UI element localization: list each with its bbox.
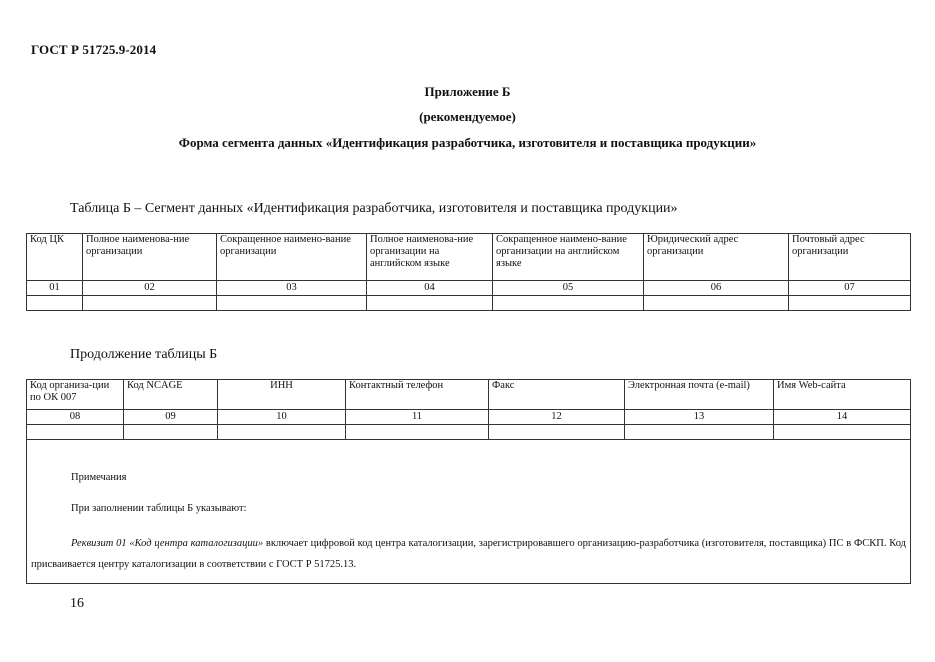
table1 bbox=[26, 233, 911, 311]
table1-header-cell: Полное наименова-ние организации на английском языке bbox=[367, 234, 493, 281]
table1-number-cell: 03 bbox=[217, 281, 367, 296]
table2-header-cell: Контактный телефон bbox=[346, 380, 489, 410]
notes-item bbox=[31, 533, 906, 575]
table2-number-cell: 13 bbox=[625, 410, 774, 425]
notes-cell bbox=[27, 440, 911, 584]
table1-number-cell: 06 bbox=[644, 281, 789, 296]
table1-header-cell: Юридический адрес организации bbox=[644, 234, 789, 281]
table1-header-cell: Почтовый адрес организации bbox=[789, 234, 911, 281]
table1-header-cell: Сокращенное наимено-вание организации bbox=[217, 234, 367, 281]
table2-header-cell: Факс bbox=[489, 380, 625, 410]
table1-caption: Таблица Б – Сегмент данных «Идентификация разработчика, изготовителя и поставщика продукции» bbox=[70, 201, 678, 216]
table2-empty-row bbox=[27, 425, 911, 440]
notes-item-label: Реквизит 01 «Код центра каталогизации» bbox=[71, 538, 264, 549]
appendix-title: Приложение Б bbox=[424, 84, 511, 99]
standard-code: ГОСТ Р 51725.9-2014 bbox=[31, 42, 157, 57]
table2-number-row bbox=[27, 410, 911, 425]
table2-number-cell: 14 bbox=[774, 410, 911, 425]
appendix-heading: Форма сегмента данных «Идентификация разработчика, изготовителя и поставщика продукции» bbox=[178, 135, 757, 150]
table2-header-cell: Код организа-ции по ОК 007 bbox=[27, 380, 124, 410]
table1-empty-row bbox=[27, 296, 911, 311]
table2-header-cell: Имя Web-сайта bbox=[774, 380, 911, 410]
table2-header-row bbox=[27, 380, 911, 410]
table2-number-cell: 08 bbox=[27, 410, 124, 425]
table2-caption: Продолжение таблицы Б bbox=[70, 347, 218, 362]
table2-number-cell: 12 bbox=[489, 410, 625, 425]
table1-header-row bbox=[27, 234, 911, 281]
table1-number-cell: 02 bbox=[83, 281, 217, 296]
table1-number-cell: 05 bbox=[493, 281, 644, 296]
table2-number-cell: 09 bbox=[124, 410, 218, 425]
table1-number-cell: 07 bbox=[789, 281, 911, 296]
appendix-status: (рекомендуемое) bbox=[419, 109, 516, 124]
table2-number-cell: 10 bbox=[218, 410, 346, 425]
notes-title: Примечания bbox=[71, 472, 127, 483]
page-number: 16 bbox=[70, 596, 84, 611]
table1-number-cell: 01 bbox=[27, 281, 83, 296]
table1-number-cell: 04 bbox=[367, 281, 493, 296]
table2-number-cell: 11 bbox=[346, 410, 489, 425]
table1-header-cell: Сокращенное наимено-вание организации на английском языке bbox=[493, 234, 644, 281]
table1-header-cell: Код ЦК bbox=[27, 234, 83, 281]
table2-header-cell: Код NCAGE bbox=[124, 380, 218, 410]
table2-header-cell: Электронная почта (e-mail) bbox=[625, 380, 774, 410]
table1-number-row bbox=[27, 281, 911, 296]
table2-header-cell: ИНН bbox=[218, 380, 346, 410]
notes-row bbox=[27, 440, 911, 584]
table1-header-cell: Полное наименова-ние организации bbox=[83, 234, 217, 281]
notes-item-text: включает цифровой код центра каталогизации, зарегистрировавшего организацию-разработчика (изготовителя, поставщика) ПС в ФСКП. Код присваивается центру каталогизации в соответствии с ГОСТ Р 51725.13. bbox=[31, 538, 906, 570]
notes-intro: При заполнении таблицы Б указывают: bbox=[71, 503, 247, 514]
table2 bbox=[26, 379, 911, 584]
